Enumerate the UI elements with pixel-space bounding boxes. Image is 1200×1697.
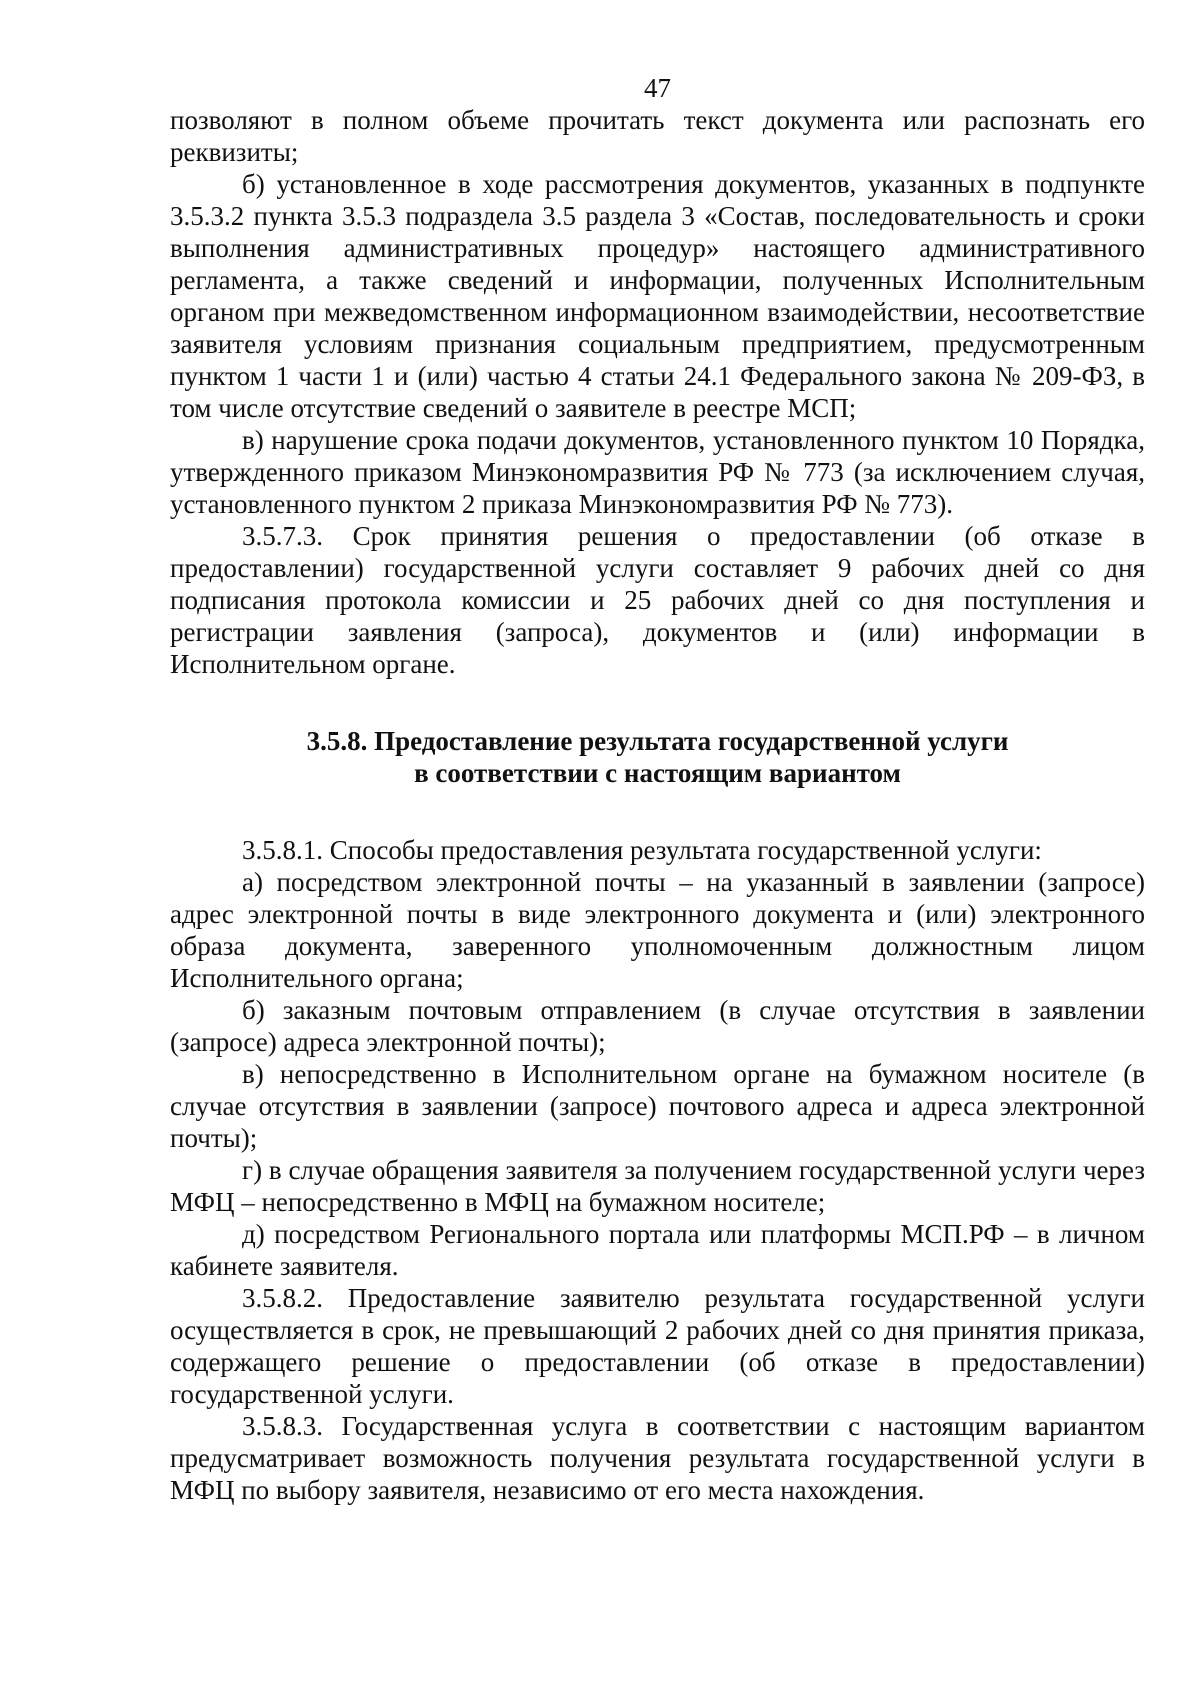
section-heading — [170, 725, 1145, 789]
paragraph-item-b: б) заказным почтовым отправлением (в случае отсутствия в заявлении (запросе) адреса электронной почты); — [170, 995, 1145, 1057]
paragraph-3-5-8-2: 3.5.8.2. Предоставление заявителю результата государственной услуги осуществляется в срок, не превышающий 2 рабочих дней со дня принятия приказа, содержащего решение о предоставлении (об отказе в предоставлении) государственной услуги. — [170, 1283, 1145, 1409]
paragraph-continuation: позволяют в полном объеме прочитать текст документа или распознать его реквизиты; — [170, 105, 1145, 167]
section-heading-line-1: 3.5.8. Предоставление результата государственной услуги — [306, 726, 1009, 756]
paragraph-item-a: а) посредством электронной почты – на указанный в заявлении (запросе) адрес электронной почты в виде электронного документа и (или) электронного образа документа, заверенного уполномоченным должностным лицом Исполнительного органа; — [170, 867, 1145, 993]
paragraph-3-5-7-3: 3.5.7.3. Срок принятия решения о предоставлении (об отказе в предоставлении) государственной услуги составляет 9 рабочих дней со дня подписания протокола комиссии и 25 рабочих дней со дня поступления и регистрации заявления (запроса), документов и (или) информации в Исполнительном органе. — [170, 521, 1145, 679]
paragraph-3-5-8-1: 3.5.8.1. Способы предоставления результата государственной услуги: — [242, 835, 1042, 865]
document-page — [170, 72, 1145, 1506]
page-number: 47 — [644, 73, 671, 103]
section-heading-line-2: в соответствии с настоящим вариантом — [414, 758, 901, 788]
paragraph-item-v: в) нарушение срока подачи документов, установленного пунктом 10 Порядка, утвержденного приказом Минэкономразвития РФ № 773 (за исключением случая, установленного пунктом 2 приказа Минэкономразвития РФ № 773). — [170, 425, 1145, 519]
paragraph-item-d: д) посредством Регионального портала или платформы МСП.РФ – в личном кабинете заявителя. — [170, 1219, 1145, 1281]
paragraph-3-5-8-3: 3.5.8.3. Государственная услуга в соответствии с настоящим вариантом предусматривает возможность получения результата государственной услуги в МФЦ по выбору заявителя, независимо от его места нахождения. — [170, 1411, 1145, 1505]
paragraph-item-g: г) в случае обращения заявителя за получением государственной услуги через МФЦ – непосредственно в МФЦ на бумажном носителе; — [170, 1155, 1145, 1217]
paragraph-item-v: в) непосредственно в Исполнительном органе на бумажном носителе (в случае отсутствия в заявлении (запросе) почтового адреса и адреса электронной почты); — [170, 1059, 1145, 1153]
paragraph-item-b: б) установленное в ходе рассмотрения документов, указанных в подпункте 3.5.3.2 пункта 3.5.3 подраздела 3.5 раздела 3 «Состав, последовательность и сроки выполнения административных процедур» настоящего административного регламента, а также сведений и информации, полученных Исполнительным органом при межведомственном информационном взаимодействии, несоответствие заявителя условиям признания социальным предприятием, предусмотренным пунктом 1 части 1 и (или) частью 4 статьи 24.1 Федерального закона № 209-ФЗ, в том числе отсутствие сведений о заявителе в реестре МСП; — [170, 169, 1145, 423]
